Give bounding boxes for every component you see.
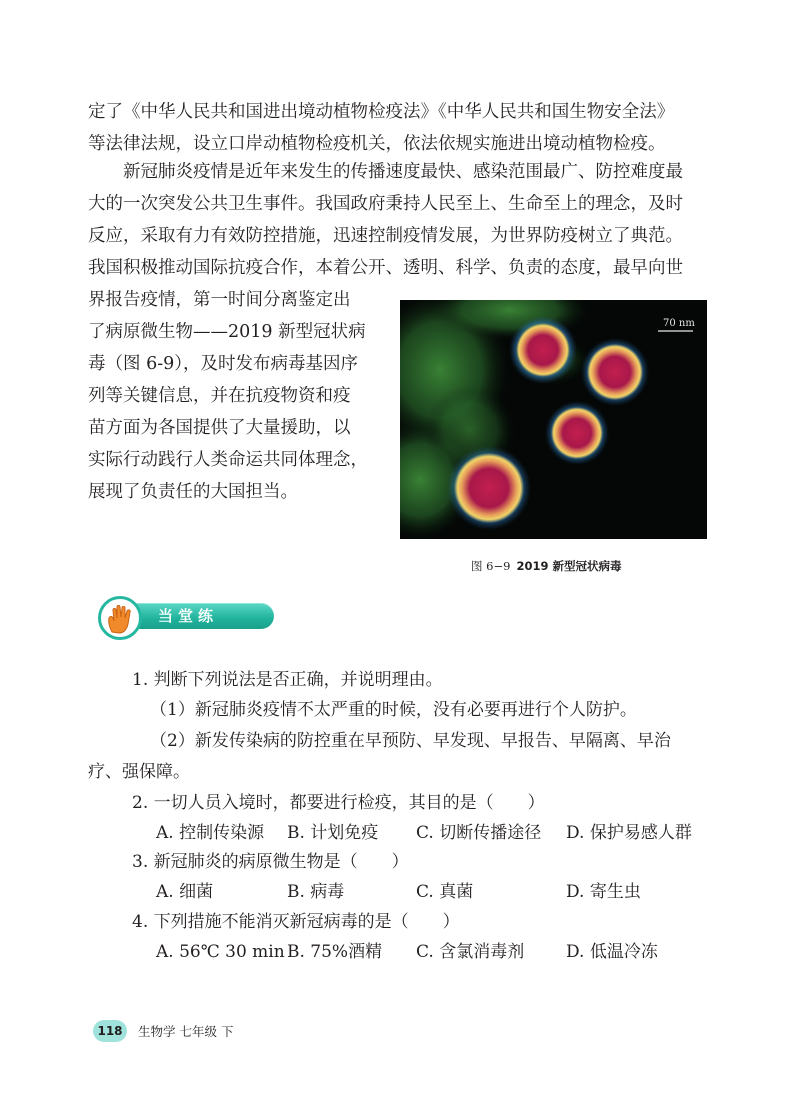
option-d: D. 低温冷冻	[566, 942, 658, 962]
text-line: 新冠肺炎疫情是近年来发生的传播速度最快、感染范围最广、防控难度最	[88, 162, 683, 182]
option-a: A. 控制传染源	[156, 823, 265, 843]
banner-badge	[98, 596, 142, 640]
option-b: B. 病毒	[287, 882, 345, 902]
paragraph-1	[88, 96, 708, 160]
option-d: D. 保护易感人群	[566, 823, 692, 843]
question-1-item-2: （2）新发传染病的防控重在早预防、早发现、早报告、早隔离、早治	[150, 731, 671, 751]
option-c: C. 真菌	[416, 882, 474, 902]
text-line: 大的一次突发公共卫生事件。我国政府秉持人民至上、生命至上的理念，及时	[88, 194, 683, 214]
paragraph-2	[88, 156, 708, 284]
micrograph-illustration	[400, 300, 707, 539]
option-a: A. 56℃ 30 min	[156, 942, 285, 962]
raised-hand-icon	[105, 602, 137, 636]
text-line: 界报告疫情，第一时间分离鉴定出	[88, 290, 351, 310]
text-line: 我国积极推动国际抗疫合作，本着公开、透明、科学、负责的态度，最早向世	[88, 258, 683, 278]
text-line: 实际行动践行人类命运共同体理念，	[88, 450, 368, 470]
option-c: C. 含氯消毒剂	[416, 942, 525, 962]
text-line: 定了《中华人民共和国进出境动植物检疫法》《中华人民共和国生物安全法》	[88, 102, 675, 122]
figure-number: 图 6−9	[471, 559, 511, 573]
question-1-item-1: （1）新冠肺炎疫情不太严重的时候，没有必要再进行个人防护。	[150, 700, 637, 720]
text-line: 苗方面为各国提供了大量援助，以	[88, 418, 351, 438]
figure-caption-text: 2019 新型冠状病毒	[516, 559, 622, 573]
question-1-stem: 1. 判断下列说法是否正确，并说明理由。	[132, 670, 443, 690]
question-1-item-2-cont: 疗、强保障。	[88, 762, 190, 782]
option-a: A. 细菌	[156, 882, 214, 902]
text-line: 等法律法规，设立口岸动植物检疫机关，依法依规实施进出境动植物检疫。	[88, 134, 666, 154]
paragraph-3	[88, 284, 388, 508]
figure-caption	[471, 558, 621, 574]
question-3-stem: 3. 新冠肺炎的病原微生物是（ ）	[132, 852, 409, 872]
question-2-stem: 2. 一切人员入境时，都要进行检疫，其目的是（ ）	[132, 793, 545, 813]
book-title: 生物学 七年级 下	[138, 1024, 234, 1039]
option-b: B. 计划免疫	[287, 823, 379, 843]
option-d: D. 寄生虫	[566, 882, 641, 902]
section-banner	[98, 596, 278, 642]
text-line: 毒（图 6-9），及时发布病毒基因序	[88, 354, 358, 374]
text-line: 了病原微生物——2019 新型冠状病	[88, 322, 366, 342]
option-b: B. 75%酒精	[287, 942, 383, 962]
text-line: 展现了负责任的大国担当。	[88, 482, 298, 502]
section-title: 当堂练	[158, 607, 219, 625]
text-line: 列等关键信息，并在抗疫物资和疫	[88, 386, 351, 406]
coronavirus-micrograph	[400, 300, 707, 539]
page-number: 118	[93, 1020, 127, 1042]
question-4-stem: 4. 下列措施不能消灭新冠病毒的是（ ）	[132, 912, 460, 932]
text-line: 反应，采取有力有效防控措施，迅速控制疫情发展，为世界防疫树立了典范。	[88, 226, 683, 246]
scale-bar-label: 70 nm	[663, 318, 695, 329]
option-c: C. 切断传播途径	[416, 823, 542, 843]
